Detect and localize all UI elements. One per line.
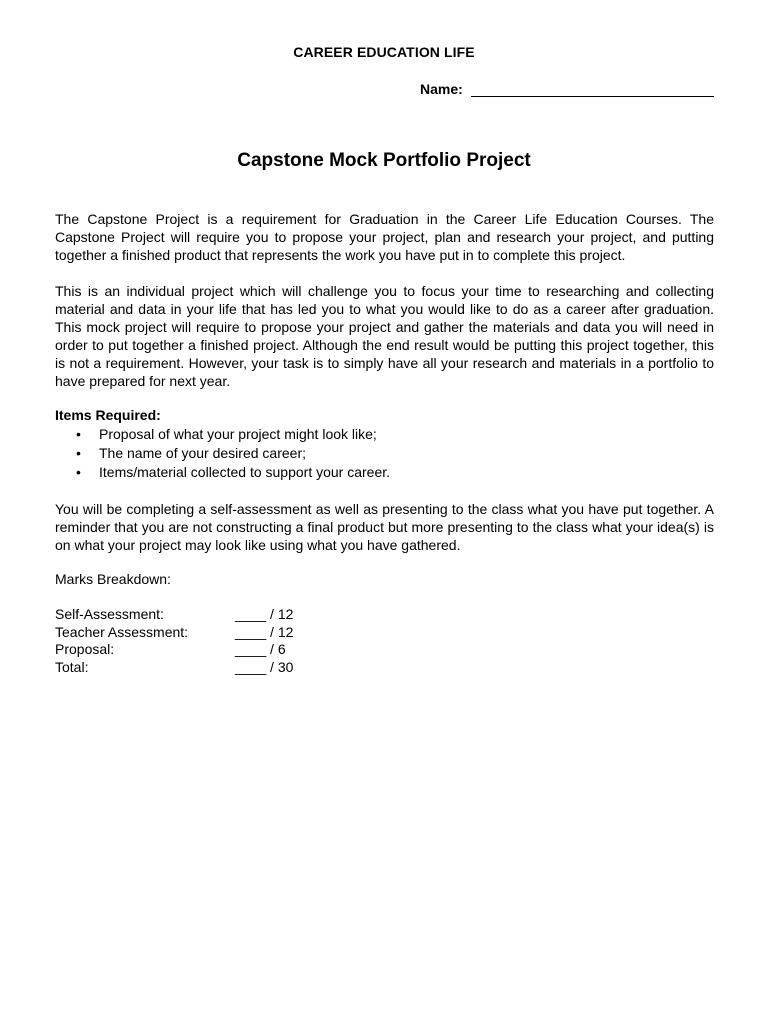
mark-label: Teacher Assessment:	[55, 623, 189, 640]
items-required-list	[55, 425, 714, 482]
list-item-text: Items/material collected to support your career.	[99, 464, 391, 480]
name-field	[420, 81, 716, 101]
bullet-icon: •	[76, 426, 81, 442]
marks-row	[55, 641, 355, 659]
name-label: Name:	[420, 81, 463, 97]
list-item-text: The name of your desired career;	[99, 445, 306, 461]
marks-breakdown-table	[55, 606, 355, 676]
items-required-heading: Items Required:	[55, 407, 161, 423]
mark-score: ____ / 30	[235, 658, 294, 675]
marks-row	[55, 659, 355, 677]
assessment-paragraph: You will be completing a self-assessment as well as presenting to the class what you have put together. A reminder that you are not constructing a final product but more presenting to the class what your idea(s) is on what your project may look like using what you have gathered.	[55, 501, 714, 553]
mark-score: ____ / 12	[235, 623, 294, 640]
document-title: Capstone Mock Portfolio Project	[237, 150, 531, 171]
mark-label: Self-Assessment:	[55, 606, 164, 622]
intro-paragraph: The Capstone Project is a requirement for Graduation in the Career Life Education Courses. The Capstone Project will require you to propose your project, plan and research your project, and putting together a finished product that represents the work you have put in to complete this project.	[55, 211, 714, 263]
list-item	[55, 425, 714, 444]
mark-score: ____ / 12	[235, 606, 294, 622]
list-item	[55, 463, 714, 482]
description-paragraph: This is an individual project which will challenge you to focus your time to researching and collecting material and data in your life that has led you to what you would like to do as a career after graduation. This mock project will require to propose your project and gather the materials and data you will need in order to put together a finished project. Although the end result would be putting this project together, this is not a requirement. However, your task is to simply have all your research and materials in a portfolio to have prepared for next year.	[55, 283, 714, 389]
name-blank-line	[471, 96, 714, 97]
header-title: CAREER EDUCATION LIFE	[293, 44, 475, 60]
mark-score: ____ / 6	[235, 641, 286, 657]
marks-row	[55, 624, 355, 642]
marks-row	[55, 606, 355, 624]
mark-label: Proposal:	[55, 641, 115, 657]
list-item	[55, 444, 714, 463]
bullet-icon: •	[76, 445, 81, 461]
mark-label: Total:	[55, 658, 89, 675]
marks-breakdown-heading: Marks Breakdown:	[55, 571, 171, 587]
bullet-icon: •	[76, 464, 81, 480]
list-item-text: Proposal of what your project might look like;	[99, 426, 377, 442]
